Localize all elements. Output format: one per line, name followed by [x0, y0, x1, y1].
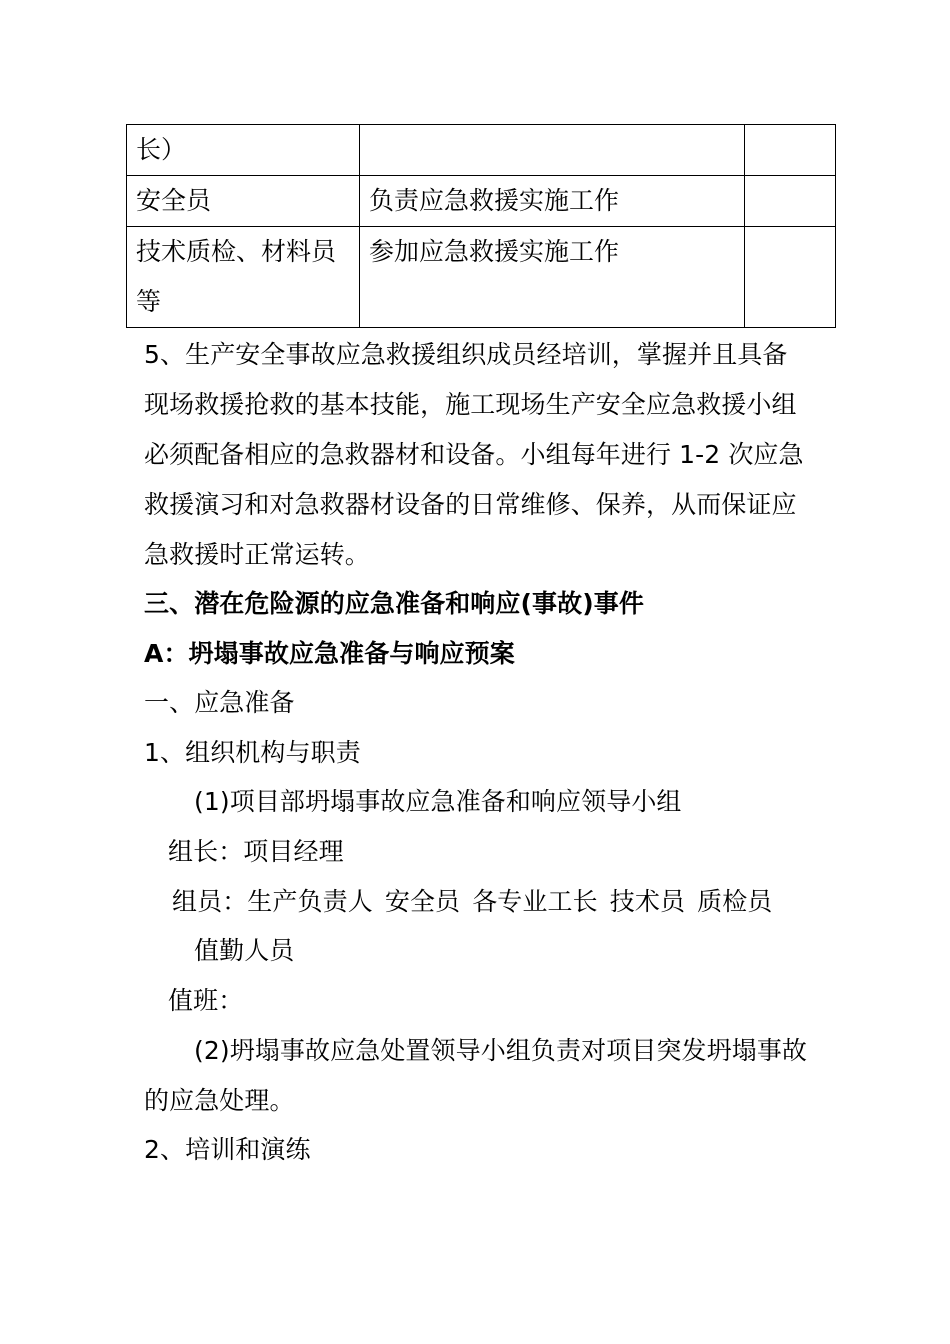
item-text: (1)项目部坍塌事故应急准备和响应领导小组 — [194, 787, 682, 816]
duty-cell: 参加应急救援实施工作 — [360, 227, 745, 328]
paragraph-line: 5、生产安全事故应急救援组织成员经培训，掌握并且具备 — [144, 340, 788, 369]
table-row — [127, 176, 836, 227]
role-line: 等 — [136, 287, 162, 316]
subsection-heading: 一、应急准备 — [144, 688, 295, 717]
leader-line: 组长：项目经理 — [168, 837, 344, 866]
paragraph-line: 现场救援抢救的基本技能，施工现场生产安全应急救援小组 — [144, 390, 797, 419]
item-text: (2)坍塌事故应急处置领导小组负责对项目突发坍塌事故 — [194, 1036, 808, 1065]
role-line: 技术质检、材料员 — [136, 237, 337, 266]
role-cell — [127, 227, 360, 328]
note-cell — [745, 176, 836, 227]
table-row — [127, 227, 836, 328]
duty-cell: 负责应急救援实施工作 — [360, 176, 745, 227]
note-cell — [745, 125, 836, 176]
paragraph-line: 急救援时正常运转。 — [144, 540, 370, 569]
section-heading: 三、潜在危险源的应急准备和响应(事故)事件 — [144, 589, 644, 618]
members-line: 组员：生产负责人 安全员 各专业工长 技术员 质检员 — [172, 887, 773, 916]
item-heading: 1、组织机构与职责 — [144, 738, 361, 767]
role-cell: 长） — [127, 125, 360, 176]
duty-label: 值班： — [168, 986, 244, 1015]
role-cell: 安全员 — [127, 176, 360, 227]
duty-cell — [360, 125, 745, 176]
table-row — [127, 125, 836, 176]
item-heading: 2、培训和演练 — [144, 1135, 311, 1164]
section-heading: A：坍塌事故应急准备与响应预案 — [144, 639, 515, 668]
paragraph-line: 必须配备相应的急救器材和设备。小组每年进行 1-2 次应急 — [144, 440, 804, 469]
paragraph-line: 救援演习和对急救器材设备的日常维修、保养，从而保证应 — [144, 490, 797, 519]
note-cell — [745, 227, 836, 328]
roles-table — [126, 124, 836, 328]
members-line: 值勤人员 — [194, 936, 295, 965]
item-text: 的应急处理。 — [144, 1086, 295, 1115]
